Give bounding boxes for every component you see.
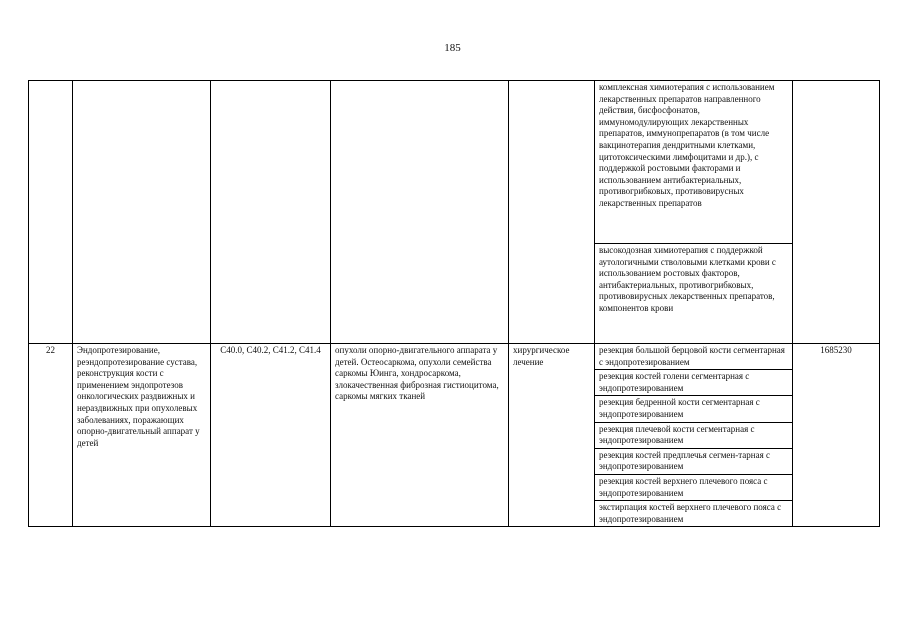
method-item: резекция костей голени сегментарная с эндопротезированием (595, 370, 792, 396)
row-number: 22 (29, 344, 73, 527)
method-item: экстирпация костей верхнего плечевого пояса с эндопротезированием (599, 502, 782, 524)
medical-care-table (28, 80, 880, 527)
row-price: 1685230 (793, 344, 880, 527)
cell-number-empty (29, 81, 73, 344)
cell-methods (595, 344, 793, 527)
treatment-item: комплексная химиотерапия с использованием лекарственных препаратов направленного действия, бисфосфонатов, иммуномодулирующих лекарственных препаратов, иммунопрепаратов (в том числе вакцинотерапия дендритными клетками, цитотоксическими лимфоцитами и др.), с поддержкой ростовыми факторами и использованием антибактериальных, противогрибковых, противовирусных лекарственных препаратов (595, 81, 792, 244)
continuation-row (29, 81, 880, 344)
method-item: резекция плечевой кости сегментарная с эндопротезированием (595, 423, 792, 449)
cell-price-empty (793, 81, 880, 344)
cell-type-empty (509, 81, 595, 344)
cell-name-empty (73, 81, 211, 344)
method-item: резекция костей верхнего плечевого пояса с эндопротезированием (595, 475, 792, 501)
method-item: резекция большой берцовой кости сегментарная с эндопротезированием (595, 344, 792, 370)
page-number: 185 (444, 42, 461, 54)
row-name: Эндопротезирование, реэндопротезирование сустава, реконструкция кости с применением эндопротезов онкологических раздвижных и нераздвижных при опухолевых заболеваниях, поражающих опорно-двигательный аппарат у детей (73, 344, 211, 527)
row-codes: C40.0, C40.2, C41.2, C41.4 (211, 344, 331, 527)
row-treatment-type: хирургическое лечение (509, 344, 595, 527)
method-item: резекция костей предплечья сегмен-тарная с эндопротезированием (595, 449, 792, 475)
treatment-item: высокодозная химиотерапия с поддержкой аутологичными стволовыми клетками крови с использованием ростовых факторов, антибактериальных, противогрибковых, противовирусных лекарственных препаратов, компонентов крови (599, 245, 776, 313)
table-row (29, 344, 880, 527)
cell-diagnosis-empty (331, 81, 509, 344)
method-item: резекция бедренной кости сегментарная с эндопротезированием (595, 396, 792, 422)
row-diagnosis: опухоли опорно-двигательного аппарата у детей. Остеосаркома, опухоли семейства саркомы Юинга, хондросаркома, злокачественная фиброзная гистиоцитома, саркомы мягких тканей (331, 344, 509, 527)
cell-treatments (595, 81, 793, 344)
cell-codes-empty (211, 81, 331, 344)
